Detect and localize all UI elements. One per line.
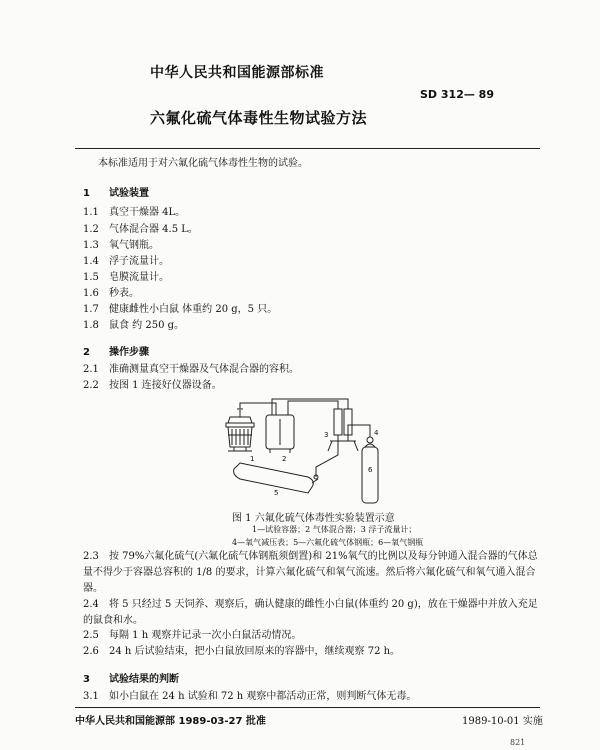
- section-2-heading: 2 操作步骤: [83, 347, 149, 358]
- list-item: 2.1 准确测量真空干燥器及气体混合器的容积。: [83, 364, 299, 375]
- list-item: 1.8 鼠食 约 250 g。: [83, 320, 185, 331]
- paragraph-2-6: 2.6 24 h 后试验结束，把小白鼠放回原来的容器中，继续观察 72 h。: [83, 646, 401, 657]
- list-item: 1.7 健康雌性小白鼠 体重约 20 g，5 只。: [83, 304, 278, 315]
- list-item: 1.6 秒表。: [83, 288, 139, 299]
- float-flowmeter-drawing: [328, 409, 358, 451]
- document-title: 六氟化硫气体毒性生物试验方法: [150, 109, 368, 127]
- implementation-date: 1989-10-01 实施: [462, 716, 543, 727]
- list-item: 1.1 真空干燥器 4L。: [83, 207, 186, 218]
- standard-code: SD 312— 89: [420, 88, 494, 101]
- paragraph-2-4: 2.4 将 5 只经过 5 天饲养、观察后，确认健康的雌性小白鼠(体重约 20 g)，放在干燥器中并放入充足的鼠食和水。: [83, 599, 538, 626]
- paragraph-2-5: 2.5 每隔 1 h 观察并记录一次小白鼠活动情况。: [83, 630, 302, 641]
- oxygen-regulator-drawing: [367, 437, 373, 443]
- gas-mixer-drawing: [266, 407, 294, 453]
- label-1: 1: [250, 455, 255, 463]
- paragraph-2-3: 2.3 按 79%六氟化硫气(六氟化硫气体钢瓶须倒置)和 21%氧气的比例以及每分钟通入混合器的气体总量不得少于容器总容积的 1/8 的要求，计算六氟化硫气和氧气流速。然后将六氟化硫气和氧气通入混合器。: [83, 551, 538, 594]
- list-item: 1.4 浮子流量计。: [83, 256, 169, 267]
- figure-legend-line-1: 1—试验容器；2 气体混合器；3 浮子流量计；: [252, 525, 417, 534]
- section-1-heading: 1 试验装置: [83, 188, 149, 199]
- list-item: 2.2 按图 1 连接好仪器设备。: [83, 380, 222, 391]
- desiccator-drawing: [226, 409, 254, 451]
- intro-paragraph: 本标准适用于对六氟化硫气体毒性生物的试验。: [98, 158, 308, 169]
- apparatus-diagram: [220, 395, 420, 505]
- approval-date: 中华人民共和国能源部 1989-03-27 批准: [75, 716, 266, 727]
- label-5: 5: [274, 489, 279, 497]
- footer-rule: [75, 707, 540, 708]
- figure-legend-line-2: 4—氧气减压表；5—六氟化硫气体钢瓶；6—氧气钢瓶: [232, 538, 424, 547]
- list-item: 1.3 氧气钢瓶。: [83, 240, 159, 251]
- label-2: 2: [282, 455, 287, 463]
- section-3-heading: 3 试验结果的判断: [83, 674, 179, 685]
- issuing-authority: 中华人民共和国能源部标准: [150, 65, 324, 81]
- figure-caption: 图 1 六氟化硫气体毒性实验装置示意: [232, 513, 395, 524]
- list-item: 1.2 气体混合器 4.5 L。: [83, 224, 198, 235]
- list-item: 1.5 皂膜流量计。: [83, 272, 169, 283]
- label-4: 4: [374, 429, 379, 437]
- page-number: 821: [510, 738, 526, 747]
- label-6: 6: [368, 466, 373, 474]
- paragraph-3-1: 3.1 如小白鼠在 24 h 试验和 72 h 观察中都活动正常，则判断气体无毒。: [83, 691, 417, 702]
- label-3: 3: [324, 431, 329, 439]
- header-rule: [75, 148, 540, 149]
